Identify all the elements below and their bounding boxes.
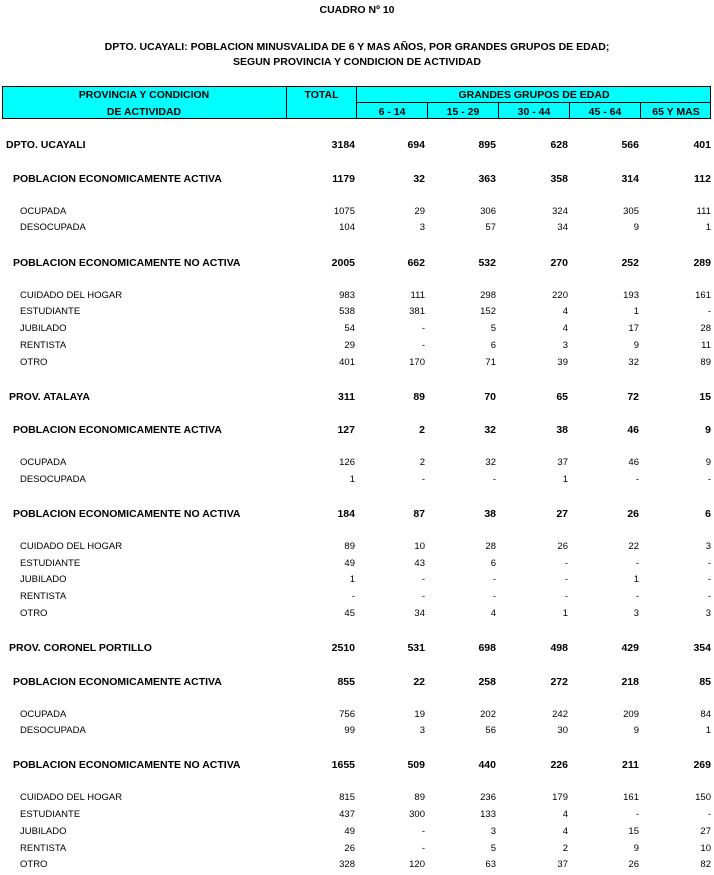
cell-total: 49 — [344, 558, 355, 569]
cell-age-group: 84 — [700, 709, 711, 720]
cell-age-group: 2 — [419, 424, 425, 436]
cell-age-group: 65 — [556, 391, 568, 403]
cell-age-group: 220 — [552, 290, 568, 301]
cell-age-group: 26 — [628, 859, 639, 870]
table-row — [0, 323, 714, 339]
table-row — [0, 391, 714, 407]
cell-total: 855 — [337, 676, 355, 688]
cell-age-group: 87 — [413, 508, 425, 520]
cell-age-group: 226 — [550, 759, 568, 771]
cell-age-group: 306 — [480, 206, 496, 217]
table-row — [0, 642, 714, 658]
table-row — [0, 139, 714, 155]
table-row — [0, 457, 714, 473]
table-row — [0, 424, 714, 440]
cell-age-group: 70 — [484, 391, 496, 403]
cell-age-group: 32 — [484, 424, 496, 436]
cell-age-group: 298 — [480, 290, 496, 301]
cell-total: - — [351, 591, 355, 602]
cell-total: 1179 — [332, 173, 355, 185]
table-row — [0, 306, 714, 322]
header-province-line1: PROVINCIA Y CONDICION — [78, 89, 210, 101]
header-age-6-14: 6 - 14 — [378, 106, 406, 118]
cell-total: 26 — [344, 843, 355, 854]
cell-age-group: 161 — [623, 792, 639, 803]
cell-total: 49 — [344, 826, 355, 837]
row-label: DESOCUPADA — [20, 222, 86, 233]
cell-age-group: 9 — [633, 222, 639, 233]
cell-total: 54 — [344, 323, 355, 334]
table-row — [0, 558, 714, 574]
cell-age-group: 3 — [419, 725, 425, 736]
cell-age-group: 28 — [700, 323, 711, 334]
cell-age-group: 209 — [623, 709, 639, 720]
cell-age-group: 429 — [621, 642, 639, 654]
cell-age-group: 202 — [480, 709, 496, 720]
row-label: OTRO — [20, 357, 48, 368]
cell-total: 99 — [344, 725, 355, 736]
cell-age-group: 628 — [550, 139, 568, 151]
cell-age-group: 11 — [701, 340, 711, 351]
cell-age-group: 89 — [700, 357, 711, 368]
cell-age-group: 314 — [621, 173, 639, 185]
row-label: OCUPADA — [20, 457, 67, 468]
cell-total: 45 — [344, 608, 355, 619]
cell-age-group: 269 — [693, 759, 711, 771]
cell-age-group: 38 — [484, 508, 496, 520]
cell-age-group: 305 — [623, 206, 639, 217]
cell-total: 437 — [339, 809, 355, 820]
table-title-line1: DPTO. UCAYALI: POBLACION MINUSVALIDA DE 6 Y MAS AÑOS, POR GRANDES GRUPOS DE EDAD; — [104, 41, 610, 53]
row-label: ESTUDIANTE — [20, 306, 81, 317]
cell-age-group: 272 — [550, 676, 568, 688]
table-row — [0, 676, 714, 692]
cell-age-group: - — [492, 474, 496, 485]
row-label: POBLACION ECONOMICAMENTE NO ACTIVA — [13, 508, 241, 520]
row-label: RENTISTA — [20, 340, 67, 351]
cell-age-group: - — [421, 826, 425, 837]
cell-age-group: 9 — [633, 340, 639, 351]
cell-age-group: - — [707, 809, 711, 820]
row-label: DESOCUPADA — [20, 725, 86, 736]
row-label: POBLACION ECONOMICAMENTE NO ACTIVA — [13, 257, 241, 269]
cell-age-group: 32 — [413, 173, 425, 185]
cell-age-group: 63 — [485, 859, 496, 870]
row-label: CUIDADO DEL HOGAR — [20, 541, 123, 552]
cell-age-group: 29 — [414, 206, 425, 217]
cell-age-group: 32 — [485, 457, 496, 468]
cell-total: 184 — [337, 508, 355, 520]
cell-age-group: - — [421, 340, 425, 351]
cell-age-group: 22 — [628, 541, 639, 552]
cell-age-group: 2 — [562, 843, 568, 854]
cell-age-group: 218 — [621, 676, 639, 688]
row-label: ESTUDIANTE — [20, 558, 81, 569]
cell-age-group: 363 — [478, 173, 496, 185]
cell-age-group: 39 — [557, 357, 568, 368]
cell-age-group: 4 — [562, 826, 568, 837]
table-row — [0, 173, 714, 189]
row-label: PROV. ATALAYA — [9, 391, 90, 403]
cell-age-group: 57 — [485, 222, 496, 233]
row-label: OCUPADA — [20, 709, 67, 720]
cell-age-group: 19 — [414, 709, 425, 720]
cell-age-group: 152 — [480, 306, 496, 317]
cell-age-group: 26 — [627, 508, 639, 520]
cell-age-group: - — [635, 558, 639, 569]
table-row — [0, 608, 714, 624]
cell-age-group: 15 — [628, 826, 639, 837]
header-total: TOTAL — [304, 89, 339, 101]
cell-age-group: 698 — [478, 642, 496, 654]
cell-age-group: 381 — [409, 306, 425, 317]
cell-age-group: - — [707, 574, 711, 585]
cell-age-group: 4 — [562, 306, 568, 317]
cell-age-group: 22 — [413, 676, 425, 688]
cell-total: 89 — [344, 541, 355, 552]
cell-age-group: - — [564, 591, 568, 602]
row-label: OTRO — [20, 859, 48, 870]
cell-age-group: 28 — [485, 541, 496, 552]
cell-age-group: 9 — [705, 424, 711, 436]
cell-age-group: 1 — [562, 608, 568, 619]
row-label: DPTO. UCAYALI — [6, 139, 86, 151]
cell-age-group: 289 — [693, 257, 711, 269]
cell-age-group: 193 — [623, 290, 639, 301]
cell-age-group: 3 — [419, 222, 425, 233]
cell-age-group: - — [635, 591, 639, 602]
table-row — [0, 725, 714, 741]
cell-age-group: 3 — [490, 826, 496, 837]
cell-total: 2510 — [331, 642, 355, 654]
cell-age-group: 27 — [556, 508, 568, 520]
cell-age-group: - — [564, 574, 568, 585]
table-row — [0, 340, 714, 356]
row-label: PROV. CORONEL PORTILLO — [9, 642, 152, 654]
cell-age-group: 9 — [705, 457, 711, 468]
table-row — [0, 541, 714, 557]
cell-age-group: - — [492, 591, 496, 602]
table-row — [0, 222, 714, 238]
row-label: POBLACION ECONOMICAMENTE ACTIVA — [13, 424, 222, 436]
cell-total: 756 — [339, 709, 355, 720]
cell-age-group: 72 — [627, 391, 639, 403]
cell-age-group: - — [707, 306, 711, 317]
cell-age-group: 211 — [622, 759, 639, 771]
cell-age-group: 354 — [693, 642, 711, 654]
cell-age-group: - — [707, 591, 711, 602]
table-row — [0, 859, 714, 875]
row-label: RENTISTA — [20, 843, 67, 854]
cell-age-group: 30 — [557, 725, 568, 736]
cell-age-group: 3 — [705, 608, 711, 619]
cell-total: 29 — [344, 340, 355, 351]
row-label: JUBILADO — [20, 574, 67, 585]
cell-age-group: 56 — [485, 725, 496, 736]
cell-age-group: 531 — [407, 642, 425, 654]
row-label: POBLACION ECONOMICAMENTE NO ACTIVA — [13, 759, 241, 771]
cell-age-group: - — [635, 474, 639, 485]
cell-age-group: 566 — [621, 139, 639, 151]
cell-age-group: 6 — [490, 558, 496, 569]
cell-total: 815 — [339, 792, 355, 803]
row-label: ESTUDIANTE — [20, 809, 81, 820]
table-row — [0, 792, 714, 808]
cell-age-group: 1 — [705, 725, 711, 736]
cell-age-group: 5 — [490, 323, 496, 334]
cell-age-group: - — [635, 809, 639, 820]
cell-total: 1075 — [333, 206, 355, 217]
cell-age-group: 38 — [556, 424, 568, 436]
cell-age-group: 34 — [557, 222, 568, 233]
row-label: POBLACION ECONOMICAMENTE ACTIVA — [13, 676, 222, 688]
table-row — [0, 290, 714, 306]
cell-age-group: 15 — [699, 391, 711, 403]
cell-age-group: 440 — [478, 759, 496, 771]
cell-age-group: 9 — [633, 725, 639, 736]
cell-age-group: 170 — [409, 357, 425, 368]
header-age-65-mas: 65 Y MAS — [652, 106, 700, 118]
cell-age-group: 498 — [550, 642, 568, 654]
cell-age-group: 1 — [705, 222, 711, 233]
cell-age-group: 112 — [694, 173, 711, 185]
row-label: DESOCUPADA — [20, 474, 86, 485]
cell-age-group: - — [564, 558, 568, 569]
header-age-groups: GRANDES GRUPOS DE EDAD — [458, 89, 610, 101]
cell-age-group: 258 — [478, 676, 496, 688]
table-number: CUADRO Nº 10 — [319, 4, 395, 16]
cell-total: 3184 — [331, 139, 355, 151]
cell-age-group: 27 — [700, 826, 711, 837]
cell-age-group: 71 — [485, 357, 496, 368]
row-label: JUBILADO — [20, 826, 67, 837]
cell-age-group: 3 — [705, 541, 711, 552]
header-age-30-44: 30 - 44 — [517, 106, 551, 118]
cell-age-group: 242 — [552, 709, 568, 720]
cell-age-group: 1 — [562, 474, 568, 485]
table-row — [0, 508, 714, 524]
cell-age-group: - — [421, 323, 425, 334]
cell-age-group: 10 — [700, 843, 711, 854]
cell-age-group: 89 — [414, 792, 425, 803]
cell-age-group: 509 — [407, 759, 425, 771]
cell-total: 104 — [339, 222, 355, 233]
header-divider — [356, 102, 711, 103]
row-label: POBLACION ECONOMICAMENTE ACTIVA — [13, 173, 222, 185]
cell-age-group: 1 — [633, 306, 639, 317]
row-label: OTRO — [20, 608, 48, 619]
cell-age-group: - — [421, 591, 425, 602]
cell-total: 311 — [338, 391, 355, 403]
cell-age-group: 111 — [696, 206, 711, 217]
cell-age-group: 252 — [621, 257, 639, 269]
cell-age-group: - — [421, 843, 425, 854]
cell-age-group: - — [707, 474, 711, 485]
cell-age-group: 3 — [562, 340, 568, 351]
cell-total: 1655 — [331, 759, 355, 771]
cell-total: 2005 — [331, 257, 355, 269]
cell-age-group: 82 — [700, 859, 711, 870]
cell-total: 1 — [349, 474, 355, 485]
header-province-line2: DE ACTIVIDAD — [106, 106, 182, 118]
table-title-line2: SEGUN PROVINCIA Y CONDICION DE ACTIVIDAD — [233, 56, 481, 68]
cell-age-group: 1 — [633, 574, 639, 585]
cell-total: 328 — [339, 859, 355, 870]
cell-age-group: 532 — [478, 257, 496, 269]
row-label: CUIDADO DEL HOGAR — [20, 290, 123, 301]
table-row — [0, 474, 714, 490]
cell-age-group: 694 — [407, 139, 425, 151]
cell-age-group: 46 — [628, 457, 639, 468]
cell-age-group: 2 — [419, 457, 425, 468]
cell-total: 983 — [339, 290, 355, 301]
cell-age-group: 6 — [705, 508, 711, 520]
row-label: CUIDADO DEL HOGAR — [20, 792, 123, 803]
cell-age-group: 37 — [557, 457, 568, 468]
cell-age-group: 89 — [413, 391, 425, 403]
cell-age-group: 300 — [409, 809, 425, 820]
cell-age-group: 17 — [628, 323, 639, 334]
cell-age-group: 37 — [557, 859, 568, 870]
table-row — [0, 206, 714, 222]
cell-age-group: 46 — [627, 424, 639, 436]
cell-age-group: 85 — [699, 676, 711, 688]
cell-age-group: 120 — [409, 859, 425, 870]
cell-age-group: 9 — [633, 843, 639, 854]
cell-age-group: 270 — [550, 257, 568, 269]
cell-total: 127 — [337, 424, 355, 436]
table-row — [0, 709, 714, 725]
cell-age-group: 358 — [550, 173, 568, 185]
table-row — [0, 591, 714, 607]
cell-age-group: 32 — [628, 357, 639, 368]
cell-age-group: 324 — [552, 206, 568, 217]
cell-age-group: 161 — [695, 290, 711, 301]
cell-age-group: 4 — [490, 608, 496, 619]
table-row — [0, 759, 714, 775]
cell-age-group: - — [421, 574, 425, 585]
cell-age-group: 4 — [562, 323, 568, 334]
table-row — [0, 257, 714, 273]
cell-age-group: - — [492, 574, 496, 585]
cell-age-group: 6 — [490, 340, 496, 351]
cell-age-group: 133 — [480, 809, 496, 820]
cell-age-group: - — [707, 558, 711, 569]
cell-total: 1 — [349, 574, 355, 585]
table-row — [0, 809, 714, 825]
cell-age-group: 179 — [552, 792, 568, 803]
cell-age-group: 895 — [478, 139, 496, 151]
cell-age-group: 10 — [414, 541, 425, 552]
cell-age-group: 34 — [414, 608, 425, 619]
cell-age-group: 401 — [693, 139, 711, 151]
header-age-15-29: 15 - 29 — [446, 106, 480, 118]
cell-age-group: - — [421, 474, 425, 485]
row-label: JUBILADO — [20, 323, 67, 334]
table-row — [0, 843, 714, 859]
cell-total: 401 — [339, 357, 355, 368]
cell-age-group: 3 — [633, 608, 639, 619]
cell-age-group: 111 — [410, 290, 425, 301]
cell-age-group: 26 — [557, 541, 568, 552]
cell-age-group: 4 — [562, 809, 568, 820]
row-label: OCUPADA — [20, 206, 67, 217]
table-row — [0, 826, 714, 842]
cell-total: 126 — [339, 457, 355, 468]
cell-age-group: 5 — [490, 843, 496, 854]
table-row — [0, 357, 714, 373]
table-row — [0, 574, 714, 590]
cell-age-group: 150 — [695, 792, 711, 803]
row-label: RENTISTA — [20, 591, 67, 602]
cell-age-group: 236 — [480, 792, 496, 803]
cell-age-group: 662 — [407, 257, 425, 269]
cell-age-group: 43 — [414, 558, 425, 569]
cell-total: 538 — [339, 306, 355, 317]
header-age-45-64: 45 - 64 — [588, 106, 622, 118]
